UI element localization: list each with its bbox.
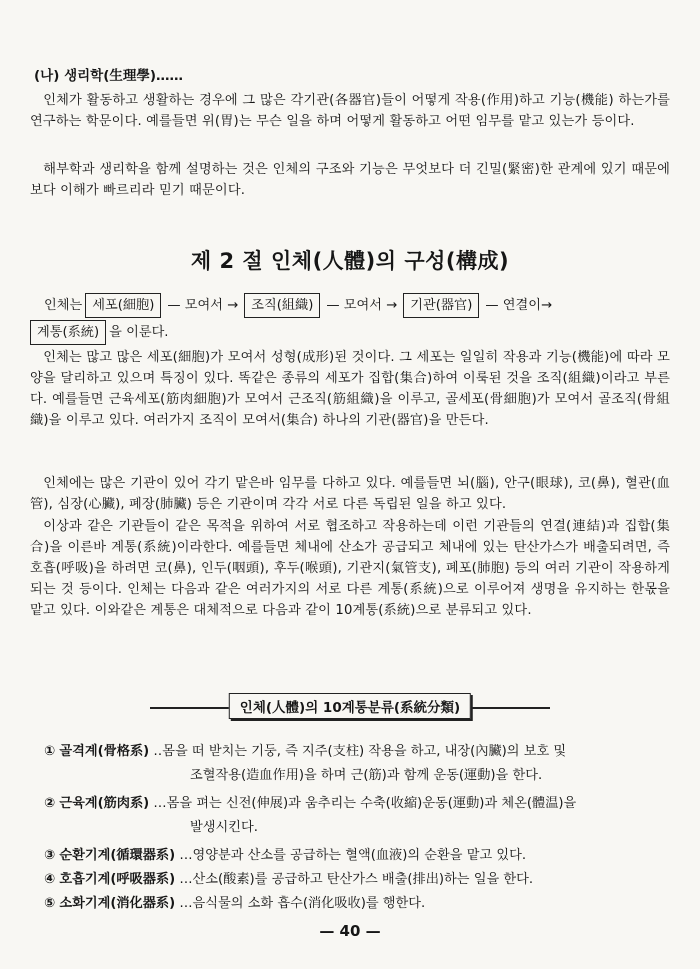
flow-link-1: — 모여서 → [167,298,239,313]
subsection-paragraph: 인체가 활동하고 생활하는 경우에 그 많은 각기관(各器官)들이 어떻게 작용(作用)하고 기능(機能) 하는가를 연구하는 학문이다. 예를들면 위(胃)는 무슨 일을 하며 어떻게 활동하고 어떤 임무를 맡고 있는가 등이다. [30,93,670,129]
flow-row-2 [30,319,555,346]
item-title: 소화기계(消化器系) [59,896,176,911]
item-description-cont: 조혈작용(造血作用)을 하며 근(筋)과 함께 운동(運動)을 한다. [190,768,543,783]
item-description: …음식물의 소화 흡수(消化吸收)를 행한다. [179,896,426,911]
subsection-heading: (나) 생리학(生理學)…… [34,68,184,84]
list-item [44,740,670,788]
composition-flow [30,292,555,346]
item-number: ① [44,744,56,759]
item-description: ‥몸을 떠 받치는 기둥, 즉 지주(支柱) 작용을 하고, 내장(內臟)의 보호 및 [153,744,567,759]
list-item [44,792,670,840]
flow-end: 을 이룬다. [109,325,169,340]
flow-row-1 [30,292,555,319]
item-title: 근육계(筋肉系) [59,796,150,811]
flow-box-organ: 기관(器官) [403,293,479,318]
item-description: …영양분과 산소를 공급하는 혈액(血液)의 순환을 맡고 있다. [179,848,527,863]
item-title: 호흡기계(呼吸器系) [59,872,176,887]
item-number: ③ [44,848,56,863]
item-description-cont: 발생시킨다. [190,820,258,835]
list-item [44,868,670,892]
list-item [44,892,670,916]
flow-link-3: — 연결이→ [485,298,553,313]
flow-box-tissue: 조직(組織) [244,293,320,318]
list-item [44,844,670,868]
item-number: ② [44,796,56,811]
item-description: …산소(酸素)를 공급하고 탄산가스 배출(排出)하는 일을 한다. [179,872,534,887]
item-description: …몸을 펴는 신전(伸展)과 움추리는 수축(收縮)운동(運動)과 체온(體温)을 [153,796,577,811]
page-number: — 40 — [319,922,381,940]
banner-label: 인체(人體)의 10계통분류(系統分類) [229,693,471,719]
section-title: 제 2 절 인체(人體)의 구성(構成) [190,249,510,273]
paragraph-cells: 인체는 많고 많은 세포(細胞)가 모여서 성형(成形)된 것이다. 그 세포는 일일히 작용과 기능(機能)에 따라 모양을 달리하고 있으며 특징이 있다. 똑같은 종류의 세포가 집합(集合)하여 이룩된 것을 조직(組織)이라고 부른다. 예를들면 근육세포(筋肉細胞)가 모여서 근조직(筋組織)을 이루고, 골세포(骨細胞)가 모여서 골조직(骨組織)을 이루고 있다. 여러가지 조직이 모여서(集合) 하나의 기관(器官)을 만든다. [30,350,670,428]
paragraph-systems: 이상과 같은 기관들이 같은 목적을 위하여 서로 협조하고 작용하는데 이런 기관들의 연결(連結)과 집합(集合)을 이른바 계통(系統)이라한다. 예를들면 체내에 산소가 공급되고 체내에 있는 탄산가스가 배출되려면, 즉 호흡(呼吸)을 하려면 코(鼻), 인두(咽頭), 후두(喉頭), 기관지(氣管支), 폐포(肺胞) 등의 여러 기관이 작용하게 되는 것 등이다. 인체는 다음과 같은 여러가지의 서로 다른 계통(系統)으로 이루어져 생명을 유지하는 한몫을 맡고 있다. 이와같은 계통은 대체적으로 다음과 같이 10계통(系統)으로 분류되고 있다. [30,519,670,618]
flow-box-cell: 세포(細胞) [85,293,161,318]
paragraph-organs: 인체에는 많은 기관이 있어 각기 맡은바 임무를 다하고 있다. 예를들면 뇌(腦), 안구(眼球), 코(鼻), 혈관(血管), 심장(心臟), 폐장(肺臟) 등은 기관이며 각각 서로 다른 독립된 일을 하고 있다. [30,476,670,512]
flow-link-2: — 모여서 → [326,298,398,313]
item-number: ④ [44,872,56,887]
item-title: 순환기계(循環器系) [59,848,176,863]
flow-start: 인체는 [44,298,83,313]
classification-banner [150,693,550,723]
flow-box-system: 계통(系統) [30,320,106,345]
item-title: 골격계(骨格系) [59,744,150,759]
subsection-paragraph-2: 해부학과 생리학을 함께 설명하는 것은 인체의 구조와 기능은 무엇보다 더 긴밀(緊密)한 관계에 있기 때문에 보다 이해가 빠르리라 믿기 때문이다. [30,162,670,198]
item-number: ⑤ [44,896,56,911]
